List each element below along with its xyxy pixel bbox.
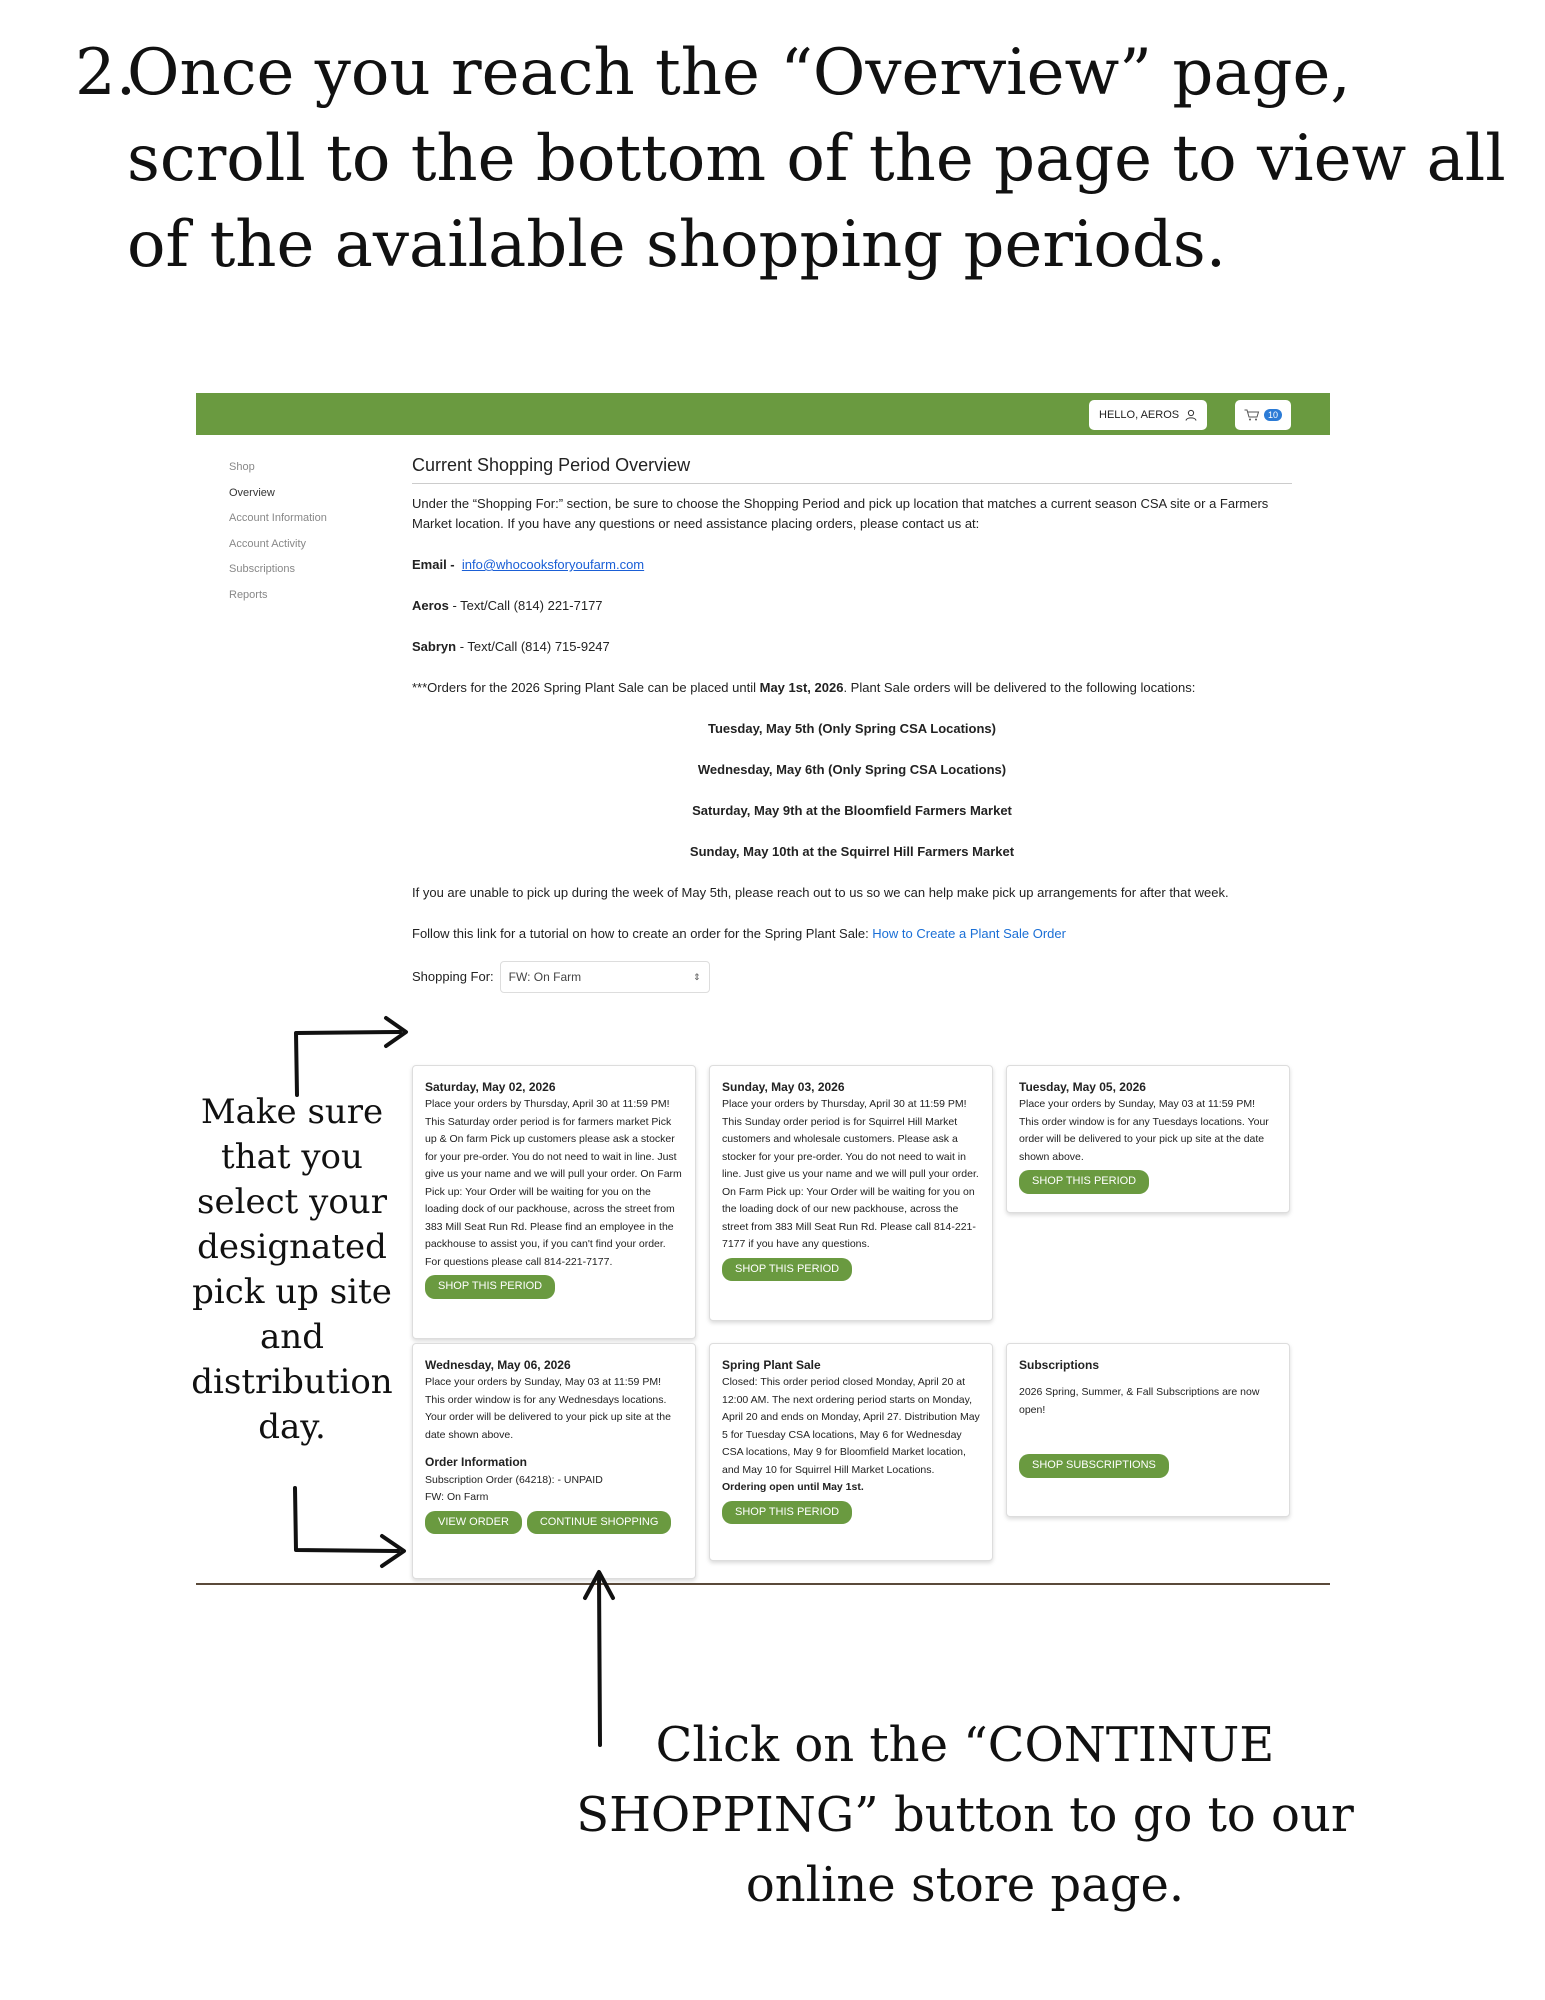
sidebar-item-overview[interactable]: Overview (229, 486, 275, 499)
tutorial-text: Follow this link for a tutorial on how to create an order for the Spring Plant Sale: (412, 926, 873, 941)
arrow-to-shopping-for (296, 1032, 400, 1095)
card-title: Subscriptions (1019, 1358, 1100, 1372)
order-info-heading: Order Information (425, 1455, 528, 1469)
card-title: Sunday, May 03, 2026 (722, 1080, 845, 1094)
card-body: Place your orders by Sunday, May 03 at 11:59 PM! This order window is for any Wednesdays locations. Your order will be delivered to your pick up site at the date shown above. (425, 1376, 671, 1441)
sidebar-item-shop[interactable]: Shop (229, 461, 255, 473)
sidebar-item-account-activity[interactable]: Account Activity (229, 537, 307, 550)
card-title: Spring Plant Sale (722, 1358, 821, 1372)
card-body: Place your orders by Thursday, April 30 at 11:59 PM! This Sunday order period is for Squirrel Hill Market customers and wholesale customers. Please ask a stocker for your pre-order. You do not need to wait in line. Just give us your name and we will pull your order. On Farm Pick up: Your Order will be waiting for you on the loading dock of our new packhouse, across the street from 383 Mill Seat Run Rd. Please call 814-221-7177 if you have any questions. (722, 1098, 979, 1250)
arrow-up-to-button (599, 1575, 600, 1745)
order-info-line: Subscription Order (64218): - UNPAID (425, 1473, 603, 1486)
select-arrows-icon: ⇕ (693, 972, 701, 982)
plant-sale-pre: ***Orders for the 2026 Spring Plant Sale can be placed until (412, 680, 760, 695)
step-number: 2. (75, 36, 137, 110)
shop-this-period-button[interactable]: SHOP THIS PERIOD (425, 1275, 555, 1299)
sidebar-item-account-information[interactable]: Account Information (229, 512, 327, 524)
contact-aeros-text: - Text/Call (814) 221-7177 (448, 598, 603, 613)
location-saturday: Saturday, May 9th at the Bloomfield Farmers Market (692, 803, 1012, 818)
email-link[interactable]: info@whocooksforyoufarm.com (461, 557, 645, 572)
shop-this-period-button[interactable]: SHOP THIS PERIOD (722, 1501, 852, 1525)
cart-count-badge: 10 (1264, 409, 1282, 421)
intro-text: Under the “Shopping For:” section, be sure to choose the Shopping Period and pick up location that matches a current season CSA site or a Farmers Market location. If you have any questions or need assistance placing orders, please contact us at: (412, 496, 1269, 531)
shop-this-period-button[interactable]: SHOP THIS PERIOD (722, 1258, 852, 1282)
sidebar-item-subscriptions[interactable]: Subscriptions (229, 563, 296, 575)
card-body: Place your orders by Sunday, May 03 at 11:59 PM! This order window is for any Tuesdays locations. Your order will be delivered to your pick up site at the date shown above. (1019, 1098, 1269, 1163)
email-label: Email - (412, 557, 455, 572)
annotation-continue-shopping: Click on the “CONTINUE SHOPPING” button to go to our online store page. (576, 1717, 1354, 1913)
card-title: Wednesday, May 06, 2026 (425, 1358, 571, 1372)
card-body-text: Closed: This order period closed Monday, April 20 at 12:00 AM. The next ordering period starts on Monday, April 20 and ends on Monday, April 27. Distribution May 5 for Tuesday CSA locations, May 6 for Wednesday CSA locations, May 9 for Bloomfield Market location, and May 10 for Squirrel Hill Market Locations. (722, 1376, 980, 1476)
annotation-select-site: Make sure that you select your designated pick up site and distribution day. (191, 1092, 393, 1447)
contact-sabryn-text: - Text/Call (814) 715-9247 (456, 639, 610, 654)
shop-subscriptions-button[interactable]: SHOP SUBSCRIPTIONS (1019, 1454, 1169, 1478)
shopping-for-label: Shopping For: (412, 969, 494, 984)
shopping-for-value: FW: On Farm (508, 970, 582, 984)
card-body: 2026 Spring, Summer, & Fall Subscriptions are now open! (1019, 1386, 1260, 1416)
continue-shopping-button[interactable]: CONTINUE SHOPPING (527, 1511, 672, 1535)
step-text: Once you reach the “Overview” page, scroll to the bottom of the page to view all of the available shopping periods. (127, 36, 1506, 282)
card-title: Tuesday, May 05, 2026 (1019, 1080, 1146, 1094)
card-body-bold: Ordering open until May 1st. (722, 1481, 864, 1493)
location-wednesday: Wednesday, May 6th (Only Spring CSA Locations) (697, 762, 1007, 777)
location-tuesday: Tuesday, May 5th (Only Spring CSA Locations) (708, 721, 996, 736)
card-title: Saturday, May 02, 2026 (425, 1080, 556, 1094)
arrow-to-continue-shopping (295, 1488, 398, 1551)
contact-sabryn-name: Sabryn (412, 639, 457, 654)
plant-sale-date: May 1st, 2026 (759, 680, 844, 695)
card-body: Place your orders by Thursday, April 30 at 11:59 PM! This Saturday order period is for farmers market Pick up & On farm Pick up customers please ask a stocker for your pre-order. You do not need to wait in line. Just give us your name and we will pull your order. On Farm Pick up: Your Order will be waiting for you on the loading dock of our packhouse, across the street from 383 Mill Seat Run Rd. Please find an employee in the packhouse to assist you, if you can't find your order. For questions please call 814-221-7177. (425, 1098, 682, 1268)
page-title: Current Shopping Period Overview (412, 453, 1292, 484)
plant-sale-post: . Plant Sale orders will be delivered to the following locations: (843, 680, 1196, 695)
unable-note: If you are unable to pick up during the week of May 5th, please reach out to us so we can help make pick up arrangements for after that week. (412, 885, 1229, 900)
shop-this-period-button[interactable]: SHOP THIS PERIOD (1019, 1170, 1149, 1194)
sidebar-item-reports[interactable]: Reports (229, 588, 268, 601)
greeting-label: HELLO, AEROS (1099, 409, 1180, 421)
tutorial-link[interactable]: How to Create a Plant Sale Order (872, 926, 1066, 941)
order-info-location: FW: On Farm (425, 1491, 489, 1503)
contact-aeros-name: Aeros (412, 598, 449, 613)
view-order-button[interactable]: VIEW ORDER (425, 1511, 522, 1535)
location-sunday: Sunday, May 10th at the Squirrel Hill Farmers Market (689, 844, 1015, 859)
